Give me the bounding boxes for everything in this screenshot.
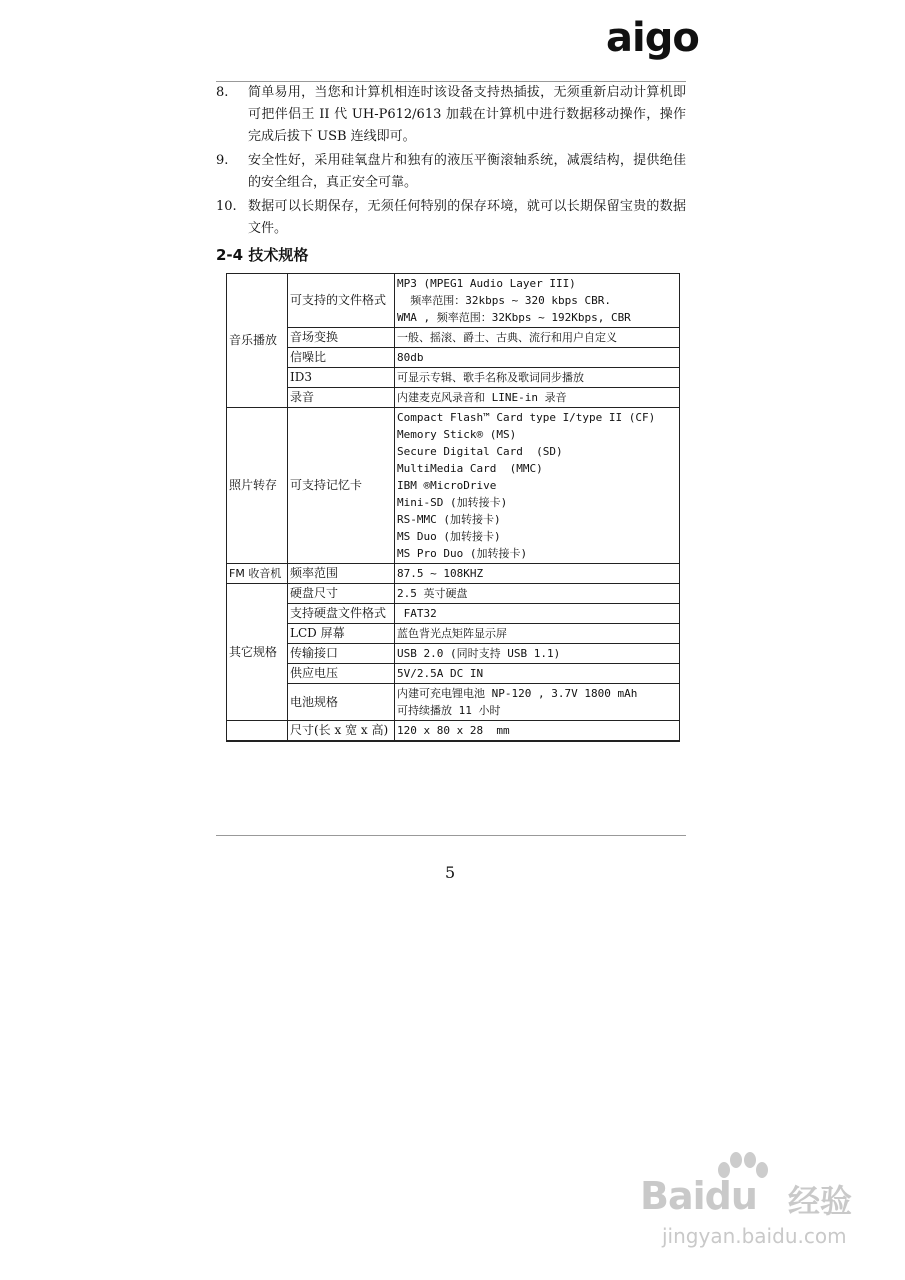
list-number: 9. [216, 153, 229, 168]
value-cell [395, 328, 680, 348]
value-cell [395, 388, 680, 408]
value-line: USB 2.0 (同时支持 USB 1.1) [397, 647, 561, 660]
item-cell: 频率范围 [288, 564, 395, 584]
value-line: Compact Flash™ Card type I/type II (CF) [397, 411, 656, 424]
item-cell: 供应电压 [288, 664, 395, 684]
category-cell: 音乐播放 [227, 274, 288, 408]
value-line: 一般、摇滚、爵士、古典、流行和用户自定义 [397, 331, 617, 344]
item-cell: 可支持的文件格式 [288, 274, 395, 328]
list-item [216, 82, 686, 148]
table-row [227, 564, 680, 584]
item-cell: ID3 [288, 368, 395, 388]
value-line: MultiMedia Card (MMC) [397, 462, 543, 475]
value-cell [395, 274, 680, 328]
value-cell [395, 348, 680, 368]
value-cell [395, 684, 680, 721]
table-row [227, 274, 680, 328]
value-line: 可显示专辑、歌手名称及歌词同步播放 [397, 371, 584, 384]
value-line: 可持续播放 11 小时 [397, 704, 501, 717]
value-cell [395, 721, 680, 742]
list-text: 简单易用，当您和计算机相连时该设备支持热插拔，无须重新启动计算机即可把伴侣王 II 代 UH-P612/613 加载在计算机中进行数据移动操作，操作完成后拔下 USB 连线即可。 [248, 85, 686, 144]
list-text: 安全性好，采用硅氧盘片和独有的液压平衡滚轴系统，减震结构，提供绝佳的安全组合，真正安全可靠。 [248, 153, 686, 190]
item-cell: 音场变换 [288, 328, 395, 348]
watermark-jingyan: 经验 [788, 1182, 853, 1220]
value-cell [395, 604, 680, 624]
table-row [227, 644, 680, 664]
table-row [227, 624, 680, 644]
section-title: 2-4 技术规格 [216, 246, 309, 264]
value-cell [395, 368, 680, 388]
spec-table [226, 273, 680, 742]
item-cell: 电池规格 [288, 684, 395, 721]
value-line: WMA , 频率范围：32Kbps ~ 192Kbps, CBR [397, 311, 631, 324]
table-row [227, 604, 680, 624]
value-line: RS-MMC (加转接卡) [397, 513, 501, 526]
value-line: 87.5 ~ 108KHZ [397, 567, 484, 580]
value-cell [395, 408, 680, 564]
feature-list [216, 82, 686, 242]
item-cell: 尺寸(长 x 宽 x 高) [288, 721, 395, 742]
list-number: 8. [216, 85, 229, 100]
list-item [216, 150, 686, 194]
value-cell [395, 564, 680, 584]
value-cell [395, 644, 680, 664]
value-line: 蓝色背光点矩阵显示屏 [397, 627, 507, 640]
value-line: 80db [397, 351, 424, 364]
category-cell [227, 721, 288, 742]
table-row [227, 348, 680, 368]
value-cell [395, 584, 680, 604]
value-line: FAT32 [397, 607, 437, 620]
table-row [227, 368, 680, 388]
value-line: Secure Digital Card (SD) [397, 445, 563, 458]
page-number: 5 [445, 863, 456, 882]
value-cell [395, 664, 680, 684]
item-cell: 支持硬盘文件格式 [288, 604, 395, 624]
list-text: 数据可以长期保存，无须任何特别的保存环境，就可以长期保留宝贵的数据文件。 [248, 199, 686, 236]
value-line: Mini-SD (加转接卡) [397, 496, 508, 509]
baidu-watermark [640, 1168, 865, 1273]
watermark-brand: Baidu [640, 1174, 757, 1218]
value-line: 内建可充电锂电池 NP-120 , 3.7V 1800 mAh [397, 687, 638, 700]
table-row [227, 328, 680, 348]
table-row [227, 408, 680, 564]
table-row [227, 584, 680, 604]
table-row [227, 721, 680, 742]
item-cell: 录音 [288, 388, 395, 408]
item-cell: 可支持记忆卡 [288, 408, 395, 564]
table-row [227, 388, 680, 408]
list-number: 10. [216, 199, 237, 214]
table-row [227, 664, 680, 684]
item-cell: 传输接口 [288, 644, 395, 664]
item-cell: 硬盘尺寸 [288, 584, 395, 604]
item-cell: 信噪比 [288, 348, 395, 368]
value-line: 2.5 英寸硬盘 [397, 587, 468, 600]
aigo-logo: aigo [606, 15, 699, 61]
category-cell: 照片转存 [227, 408, 288, 564]
value-line: 120 x 80 x 28 mm [397, 724, 510, 737]
value-line: 内建麦克风录音和 LINE-in 录音 [397, 391, 567, 404]
value-line: 频率范围：32kbps ~ 320 kbps CBR. [397, 294, 611, 307]
item-cell: LCD 屏幕 [288, 624, 395, 644]
value-line: Memory Stick® (MS) [397, 428, 517, 441]
value-line: MS Duo (加转接卡) [397, 530, 501, 543]
value-line: 5V/2.5A DC IN [397, 667, 484, 680]
footer-divider [216, 835, 686, 836]
table-row [227, 684, 680, 721]
category-cell: FM 收音机 [227, 564, 288, 584]
value-line: IBM ®MicroDrive [397, 479, 497, 492]
value-line: MS Pro Duo (加转接卡) [397, 547, 528, 560]
value-line: MP3 (MPEG1 Audio Layer III) [397, 277, 576, 290]
watermark-url: jingyan.baidu.com [662, 1224, 847, 1248]
list-item [216, 196, 686, 240]
value-cell [395, 624, 680, 644]
category-cell: 其它规格 [227, 584, 288, 721]
